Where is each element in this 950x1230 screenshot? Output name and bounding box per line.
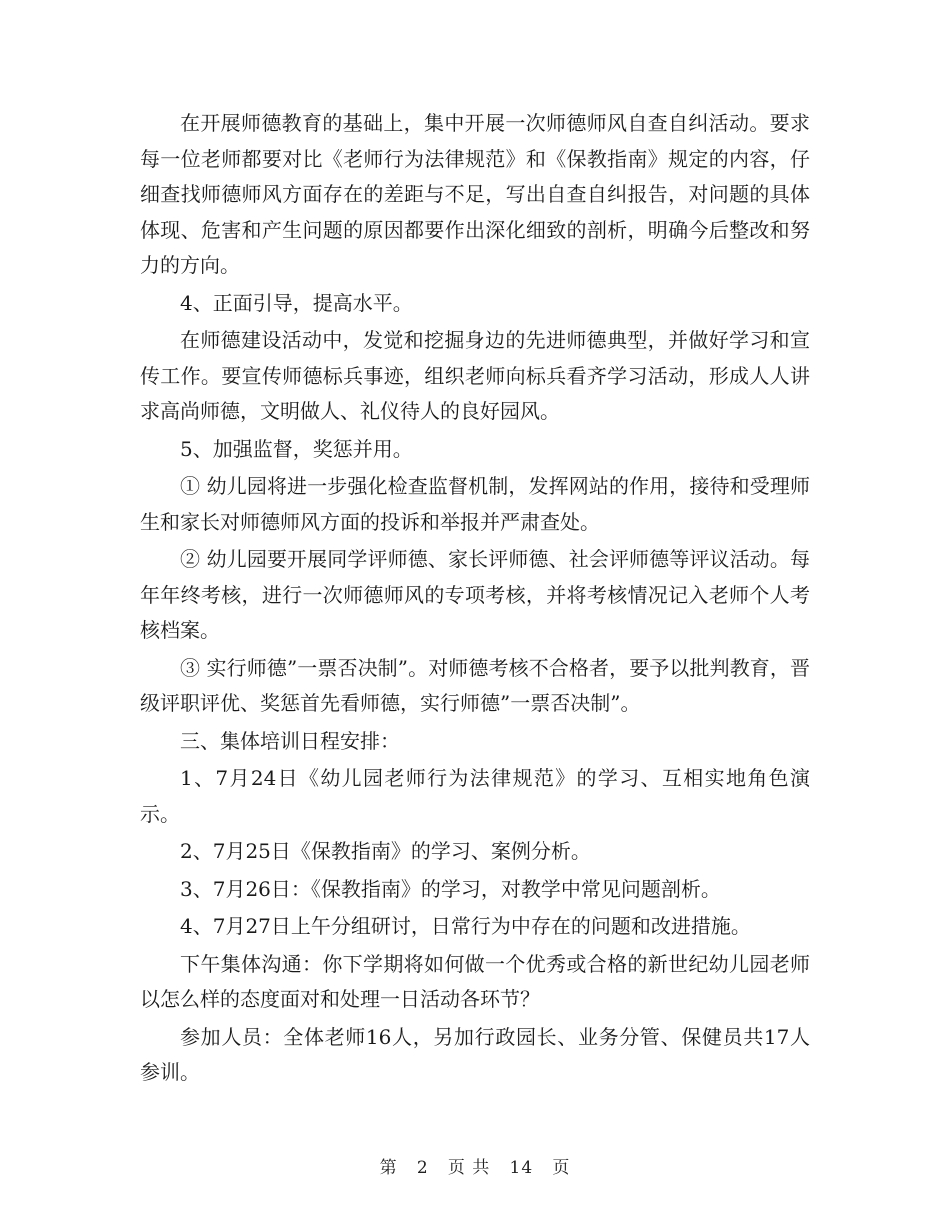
footer-middle: 页 共	[447, 1158, 491, 1178]
list-item-supervision-1: ① 幼儿园将进一步强化检查监督机制，发挥网站的作用，接待和受理师生和家长对师德师风方面的投诉和举报并严肃查处。	[140, 474, 810, 534]
schedule-item-4: 4、7月27日上午分组研讨，日常行为中存在的问题和改进措施。	[180, 914, 751, 938]
schedule-item-1: 1、7月24日《幼儿园老师行为法律规范》的学习、互相实地角色演示。	[140, 766, 810, 826]
footer-total-pages: 14	[509, 1158, 534, 1178]
paragraph-model-teachers: 在师德建设活动中，发觉和挖掘身边的先进师德典型，并做好学习和宣传工作。要宣传师德标兵事迹，组织老师向标兵看齐学习活动，形成人人讲求高尚师德，文明做人、礼仪待人的良好园风。	[140, 328, 810, 423]
schedule-item-3: 3、7月26日：《保教指南》的学习，对教学中常见问题剖析。	[180, 876, 721, 901]
footer-suffix: 页	[552, 1158, 571, 1178]
footer-current-page: 2	[416, 1158, 429, 1178]
heading-supervision: 5、加强监督，奖惩并用。	[180, 436, 413, 461]
heading-positive-guidance: 4、正面引导，提高水平。	[180, 290, 413, 315]
schedule-item-2: 2、7月25日《保教指南》的学习、案例分析。	[180, 839, 591, 863]
list-item-supervision-2: ② 幼儿园要开展同学评师德、家长评师德、社会评师德等评议活动。每年年终考核，进行一次师德师风的专项考核，并将考核情况记入老师个人考核档案。	[140, 547, 810, 642]
page-footer	[0, 1153, 950, 1178]
paragraph-participants: 参加人员：全体老师16人，另加行政园长、业务分管、保健员共17人参训。	[140, 1024, 810, 1084]
footer-prefix: 第	[379, 1158, 398, 1178]
heading-training-schedule: 三、集体培训日程安排：	[180, 728, 400, 753]
paragraph-self-inspection: 在开展师德教育的基础上，集中开展一次师德师风自查自纠活动。要求每一位老师都要对比《老师行为法律规范》和《保教指南》规定的内容，仔细查找师德师风方面存在的差距与不足，写出自查自纠报告，对问题的具体体现、危害和产生问题的原因都要作出深化细致的剖析，明确今后整改和努力的方向。	[140, 111, 810, 277]
list-item-supervision-3: ③ 实行师德”一票否决制”。对师德考核不合格者，要予以批判教育，晋级评职评优、奖惩首先看师德，实行师德”一票否决制”。	[140, 655, 810, 715]
paragraph-afternoon-discussion: 下午集体沟通：你下学期将如何做一个优秀或合格的新世纪幼儿园老师以怎么样的态度面对和处理一日活动各环节？	[140, 951, 810, 1011]
document-body	[140, 106, 810, 1091]
